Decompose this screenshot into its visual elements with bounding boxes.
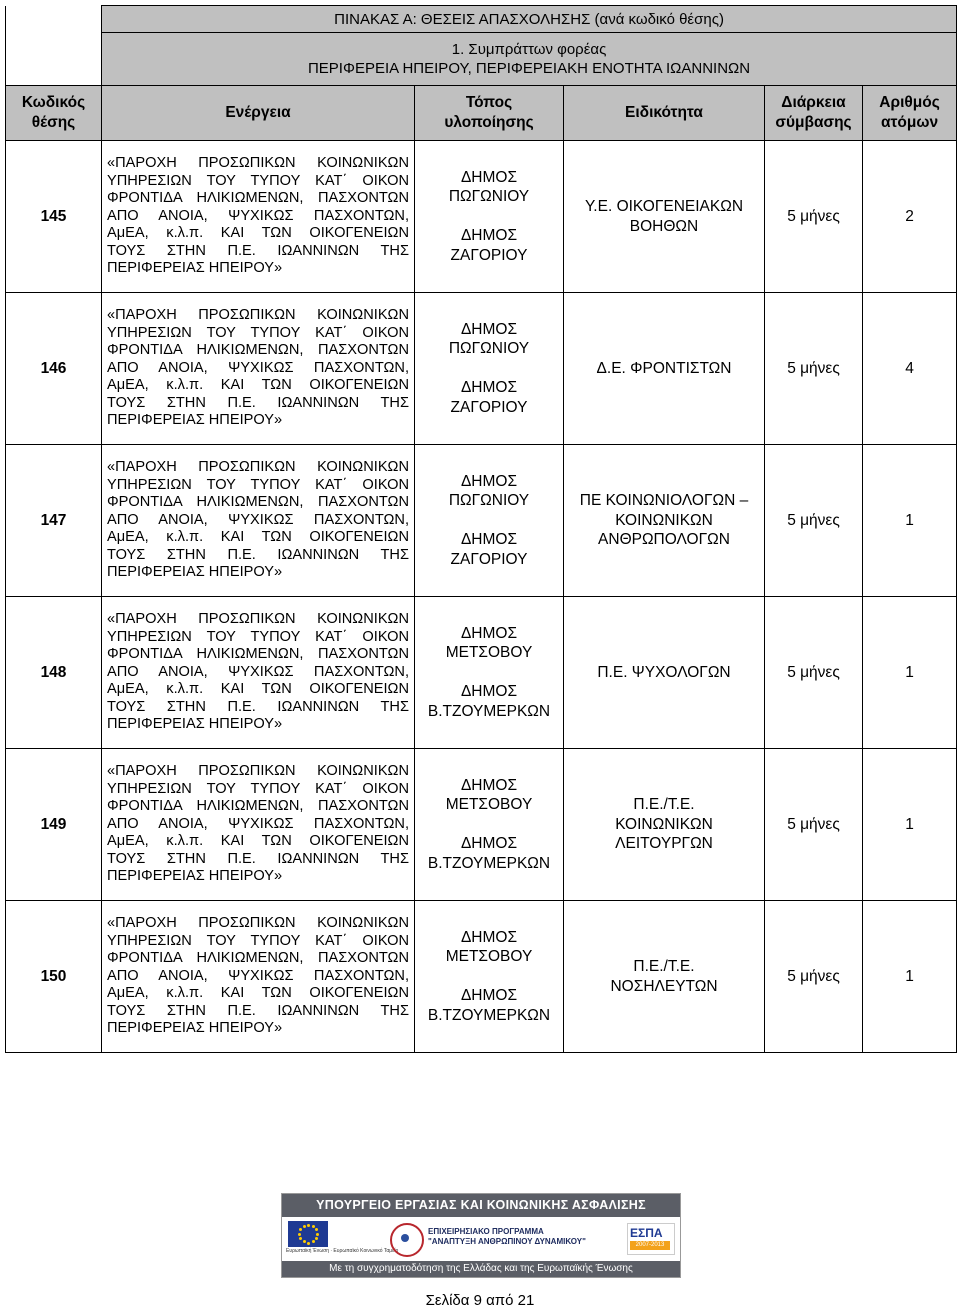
star-icon [303,1240,306,1243]
person-count: 2 [863,141,957,293]
place-line: ΜΕΤΣΟΒΟΥ [445,644,533,662]
specialty-line: Π.Ε. ΨΥΧΟΛΟΓΩΝ [597,663,731,681]
action-line: ΤΟΥΣ ΣΤΗΝ Π.Ε. ΙΩΑΝΝΙΝΩΝ ΤΗΣ [107,394,409,411]
star-icon [303,1225,306,1228]
positions-table [5,5,957,1053]
action-line: ΤΟΥΣ ΣΤΗΝ Π.Ε. ΙΩΑΝΝΙΝΩΝ ΤΗΣ [107,698,409,715]
action-line: ΑΠΟ ΑΝΟΙΑ, ΨΥΧΙΚΩΣ ΠΑΣΧΟΝΤΩΝ, [107,511,409,528]
action-line: ΤΟΥΣ ΣΤΗΝ Π.Ε. ΙΩΑΝΝΙΝΩΝ ΤΗΣ [107,850,409,867]
star-icon [299,1237,302,1240]
action-description [102,445,415,597]
place-line: ΜΕΤΣΟΒΟΥ [445,948,533,966]
specialty-line: ΑΝΘΡΩΠΟΛΟΓΩΝ [598,531,730,549]
specialty-line: ΠΕ ΚΟΙΝΩΝΙΟΛΟΓΩΝ – [579,492,749,510]
star-icon [307,1224,310,1227]
person-count: 4 [863,293,957,445]
header-blank [6,33,102,86]
place-line: ΔΗΜΟΣ [460,472,518,490]
action-line: ΠΕΡΙΦΕΡΕΙΑΣ ΗΠΕΙΡΟΥ» [107,716,283,733]
person-count: 1 [863,597,957,749]
action-line: «ΠΑΡΟΧΗ ΠΡΟΣΩΠΙΚΩΝ ΚΟΙΝΩΝΙΚΩΝ [107,306,409,323]
action-line: ΠΕΡΙΦΕΡΕΙΑΣ ΗΠΕΙΡΟΥ» [107,260,283,277]
position-code: 150 [6,901,102,1053]
cofunding-label: Με τη συγχρηματοδότηση της Ελλάδας και της Ευρωπαϊκής Ένωσης [282,1261,680,1277]
table-row [6,445,957,597]
action-line: ΥΠΗΡΕΣΙΩΝ ΤΟΥ ΤΥΠΟΥ ΚΑΤ΄ ΟΙΚΟΝ [107,780,409,797]
star-icon [298,1233,301,1236]
action-line: ΑΠΟ ΑΝΟΙΑ, ΨΥΧΙΚΩΣ ΠΑΣΧΟΝΤΩΝ, [107,967,409,984]
action-description [102,901,415,1053]
table-row [6,901,957,1053]
contract-duration: 5 μήνες [765,445,863,597]
action-line: ΦΡΟΝΤΙΔΑ ΗΛΙΚΙΩΜΕΝΩΝ, ΠΑΣΧΟΝΤΩΝ [107,190,409,207]
specialty-line: ΒΟΗΘΩΝ [629,217,699,235]
implementation-place [415,597,564,749]
position-code: 146 [6,293,102,445]
star-icon [315,1237,318,1240]
position-code: 148 [6,597,102,749]
specialty-line: Υ.Ε. ΟΙΚΟΓΕΝΕΙΑΚΩΝ [584,198,744,215]
program-logo-icon [390,1223,424,1257]
specialty [564,293,765,445]
action-line: ΦΡΟΝΤΙΔΑ ΗΛΙΚΙΩΜΕΝΩΝ, ΠΑΣΧΟΝΤΩΝ [107,646,409,663]
action-line: ΠΕΡΙΦΕΡΕΙΑΣ ΗΠΕΙΡΟΥ» [107,868,283,885]
action-line: ΦΡΟΝΤΙΔΑ ΗΛΙΚΙΩΜΕΝΩΝ, ΠΑΣΧΟΝΤΩΝ [107,950,409,967]
table-row [6,141,957,293]
place-line: ΔΗΜΟΣ [460,835,518,853]
star-icon [315,1228,318,1231]
action-line: ΑΠΟ ΑΝΟΙΑ, ΨΥΧΙΚΩΣ ΠΑΣΧΟΝΤΩΝ, [107,359,409,376]
contract-duration: 5 μήνες [765,141,863,293]
table-row [6,597,957,749]
star-icon [299,1228,302,1231]
place-line: ΔΗΜΟΣ [460,928,518,946]
place-line: ΜΕΤΣΟΒΟΥ [445,796,533,814]
action-line: ΦΡΟΝΤΙΔΑ ΗΛΙΚΙΩΜΕΝΩΝ, ΠΑΣΧΟΝΤΩΝ [107,798,409,815]
star-icon [312,1240,315,1243]
place-line: ΔΗΜΟΣ [460,987,518,1005]
eu-caption: Ευρωπαϊκή Ένωση · Ευρωπαϊκό Κοινωνικό Ταμείο [286,1248,399,1254]
action-description [102,293,415,445]
action-line: «ΠΑΡΟΧΗ ΠΡΟΣΩΠΙΚΩΝ ΚΟΙΝΩΝΙΚΩΝ [107,154,409,171]
action-line: ΤΟΥΣ ΣΤΗΝ Π.Ε. ΙΩΑΝΝΙΝΩΝ ΤΗΣ [107,546,409,563]
subtitle-line: ΠΕΡΙΦΕΡΕΙΑ ΗΠΕΙΡΟΥ, ΠΕΡΙΦΕΡΕΙΑΚΗ ΕΝΟΤΗΤΑ ΙΩΑΝΝΙΝΩΝ [307,60,751,77]
place-line: ΠΩΓΩΝΙΟΥ [448,188,530,206]
page-number: Σελίδα 9 από 21 [425,1292,535,1309]
action-line: ΦΡΟΝΤΙΔΑ ΗΛΙΚΙΩΜΕΝΩΝ, ΠΑΣΧΟΝΤΩΝ [107,342,409,359]
person-count: 1 [863,901,957,1053]
implementation-place [415,293,564,445]
action-description [102,597,415,749]
action-line: ΥΠΗΡΕΣΙΩΝ ΤΟΥ ΤΥΠΟΥ ΚΑΤ΄ ΟΙΚΟΝ [107,932,409,949]
person-count: 1 [863,445,957,597]
action-line: «ΠΑΡΟΧΗ ΠΡΟΣΩΠΙΚΩΝ ΚΟΙΝΩΝΙΚΩΝ [107,458,409,475]
program-name: ΕΠΙΧΕΙΡΗΣΙΑΚΟ ΠΡΟΓΡΑΜΜΑ "ΑΝΑΠΤΥΞΗ ΑΝΘΡΩΠΙΝΟΥ ΔΥΝΑΜΙΚΟΥ" [428,1227,586,1246]
action-line: ΠΕΡΙΦΕΡΕΙΑΣ ΗΠΕΙΡΟΥ» [107,412,283,429]
funding-banner [281,1193,681,1278]
table-row [6,293,957,445]
col-header-code: Κωδικός θέσης [6,86,102,141]
place-line: ΔΗΜΟΣ [460,320,518,338]
table-title: ΠΙΝΑΚΑΣ Α: ΘΕΣΕΙΣ ΑΠΑΣΧΟΛΗΣΗΣ (ανά κωδικό θέσης) [102,6,957,33]
contract-duration: 5 μήνες [765,293,863,445]
action-description [102,749,415,901]
position-code: 145 [6,141,102,293]
place-line: ΔΗΜΟΣ [460,683,518,701]
logo-strip [282,1217,680,1261]
action-line: ΑμΕΑ, κ.λ.π. ΚΑΙ ΤΩΝ ΟΙΚΟΓΕΝΕΙΩΝ [107,225,409,242]
col-header-place: Τόπος υλοποίησης [415,86,564,141]
action-line: ΑΠΟ ΑΝΟΙΑ, ΨΥΧΙΚΩΣ ΠΑΣΧΟΝΤΩΝ, [107,207,409,224]
specialty [564,445,765,597]
action-description [102,141,415,293]
action-line: ΑμΕΑ, κ.λ.π. ΚΑΙ ΤΩΝ ΟΙΚΟΓΕΝΕΙΩΝ [107,681,409,698]
place-line: Β.ΤΖΟΥΜΕΡΚΩΝ [427,702,551,720]
place-line: ΖΑΓΟΡΙΟΥ [450,398,528,416]
action-line: ΑμΕΑ, κ.λ.π. ΚΑΙ ΤΩΝ ΟΙΚΟΓΕΝΕΙΩΝ [107,833,409,850]
ministry-label: ΥΠΟΥΡΓΕΙΟ ΕΡΓΑΣΙΑΣ ΚΑΙ ΚΟΙΝΩΝΙΚΗΣ ΑΣΦΑΛΙΣΗΣ [282,1194,680,1217]
espa-logo: ΕΣΠΑ 2007-2013 [627,1223,675,1255]
action-line: ΥΠΗΡΕΣΙΩΝ ΤΟΥ ΤΥΠΟΥ ΚΑΤ΄ ΟΙΚΟΝ [107,628,409,645]
contract-duration: 5 μήνες [765,901,863,1053]
action-line: ΥΠΗΡΕΣΙΩΝ ΤΟΥ ΤΥΠΟΥ ΚΑΤ΄ ΟΙΚΟΝ [107,324,409,341]
subtitle-line: 1. Συμπράττων φορέας [451,41,607,58]
header-blank [6,6,102,33]
col-header-count: Αριθμός ατόμων [863,86,957,141]
col-header-duration: Διάρκεια σύμβασης [765,86,863,141]
specialty-line: Π.Ε./Τ.Ε. [633,958,695,975]
contract-duration: 5 μήνες [765,597,863,749]
place-line: ΔΗΜΟΣ [460,227,518,245]
action-line: ΦΡΟΝΤΙΔΑ ΗΛΙΚΙΩΜΕΝΩΝ, ΠΑΣΧΟΝΤΩΝ [107,494,409,511]
col-header-specialty: Ειδικότητα [564,86,765,141]
implementation-place [415,445,564,597]
implementation-place [415,901,564,1053]
specialty [564,749,765,901]
star-icon [312,1225,315,1228]
action-line: ΑμΕΑ, κ.λ.π. ΚΑΙ ΤΩΝ ΟΙΚΟΓΕΝΕΙΩΝ [107,377,409,394]
implementation-place [415,141,564,293]
place-line: ΔΗΜΟΣ [460,168,518,186]
place-line: ΔΗΜΟΣ [460,776,518,794]
place-line: ΠΩΓΩΝΙΟΥ [448,492,530,510]
action-line: ΑΠΟ ΑΝΟΙΑ, ΨΥΧΙΚΩΣ ΠΑΣΧΟΝΤΩΝ, [107,663,409,680]
place-line: ΔΗΜΟΣ [460,379,518,397]
action-line: ΥΠΗΡΕΣΙΩΝ ΤΟΥ ΤΥΠΟΥ ΚΑΤ΄ ΟΙΚΟΝ [107,476,409,493]
place-line: ΔΗΜΟΣ [460,531,518,549]
star-icon [316,1233,319,1236]
specialty-line: ΚΟΙΝΩΝΙΚΩΝ [615,511,713,529]
position-code: 149 [6,749,102,901]
specialty-line: ΚΟΙΝΩΝΙΚΩΝ [615,815,713,833]
specialty [564,597,765,749]
action-line: «ΠΑΡΟΧΗ ΠΡΟΣΩΠΙΚΩΝ ΚΟΙΝΩΝΙΚΩΝ [107,914,409,931]
action-line: ΑμΕΑ, κ.λ.π. ΚΑΙ ΤΩΝ ΟΙΚΟΓΕΝΕΙΩΝ [107,985,409,1002]
place-line: ΠΩΓΩΝΙΟΥ [448,340,530,358]
action-line: «ΠΑΡΟΧΗ ΠΡΟΣΩΠΙΚΩΝ ΚΟΙΝΩΝΙΚΩΝ [107,762,409,779]
place-line: ΖΑΓΟΡΙΟΥ [450,246,528,264]
col-header-action: Ενέργεια [102,86,415,141]
position-code: 147 [6,445,102,597]
action-line: «ΠΑΡΟΧΗ ΠΡΟΣΩΠΙΚΩΝ ΚΟΙΝΩΝΙΚΩΝ [107,610,409,627]
specialty-line: Π.Ε./Τ.Ε. [633,796,695,814]
specialty [564,901,765,1053]
specialty-line: ΛΕΙΤΟΥΡΓΩΝ [615,835,713,853]
person-count: 1 [863,749,957,901]
action-line: ΠΕΡΙΦΕΡΕΙΑΣ ΗΠΕΙΡΟΥ» [107,564,283,581]
eu-flag-icon [288,1221,328,1247]
place-line: ΖΑΓΟΡΙΟΥ [450,550,528,568]
action-line: ΑμΕΑ, κ.λ.π. ΚΑΙ ΤΩΝ ΟΙΚΟΓΕΝΕΙΩΝ [107,529,409,546]
specialty-line: Δ.Ε. ΦΡΟΝΤΙΣΤΩΝ [596,359,732,377]
star-icon [307,1242,310,1245]
contract-duration: 5 μήνες [765,749,863,901]
place-line: ΔΗΜΟΣ [460,624,518,642]
action-line: ΤΟΥΣ ΣΤΗΝ Π.Ε. ΙΩΑΝΝΙΝΩΝ ΤΗΣ [107,242,409,259]
action-line: ΤΟΥΣ ΣΤΗΝ Π.Ε. ΙΩΑΝΝΙΝΩΝ ΤΗΣ [107,1002,409,1019]
implementation-place [415,749,564,901]
table-row [6,749,957,901]
specialty-line: ΝΟΣΗΛΕΥΤΩΝ [610,977,718,995]
table-subtitle [102,33,957,86]
specialty [564,141,765,293]
action-line: ΑΠΟ ΑΝΟΙΑ, ΨΥΧΙΚΩΣ ΠΑΣΧΟΝΤΩΝ, [107,815,409,832]
action-line: ΠΕΡΙΦΕΡΕΙΑΣ ΗΠΕΙΡΟΥ» [107,1020,283,1037]
place-line: Β.ΤΖΟΥΜΕΡΚΩΝ [427,854,551,872]
action-line: ΥΠΗΡΕΣΙΩΝ ΤΟΥ ΤΥΠΟΥ ΚΑΤ΄ ΟΙΚΟΝ [107,172,409,189]
place-line: Β.ΤΖΟΥΜΕΡΚΩΝ [427,1006,551,1024]
